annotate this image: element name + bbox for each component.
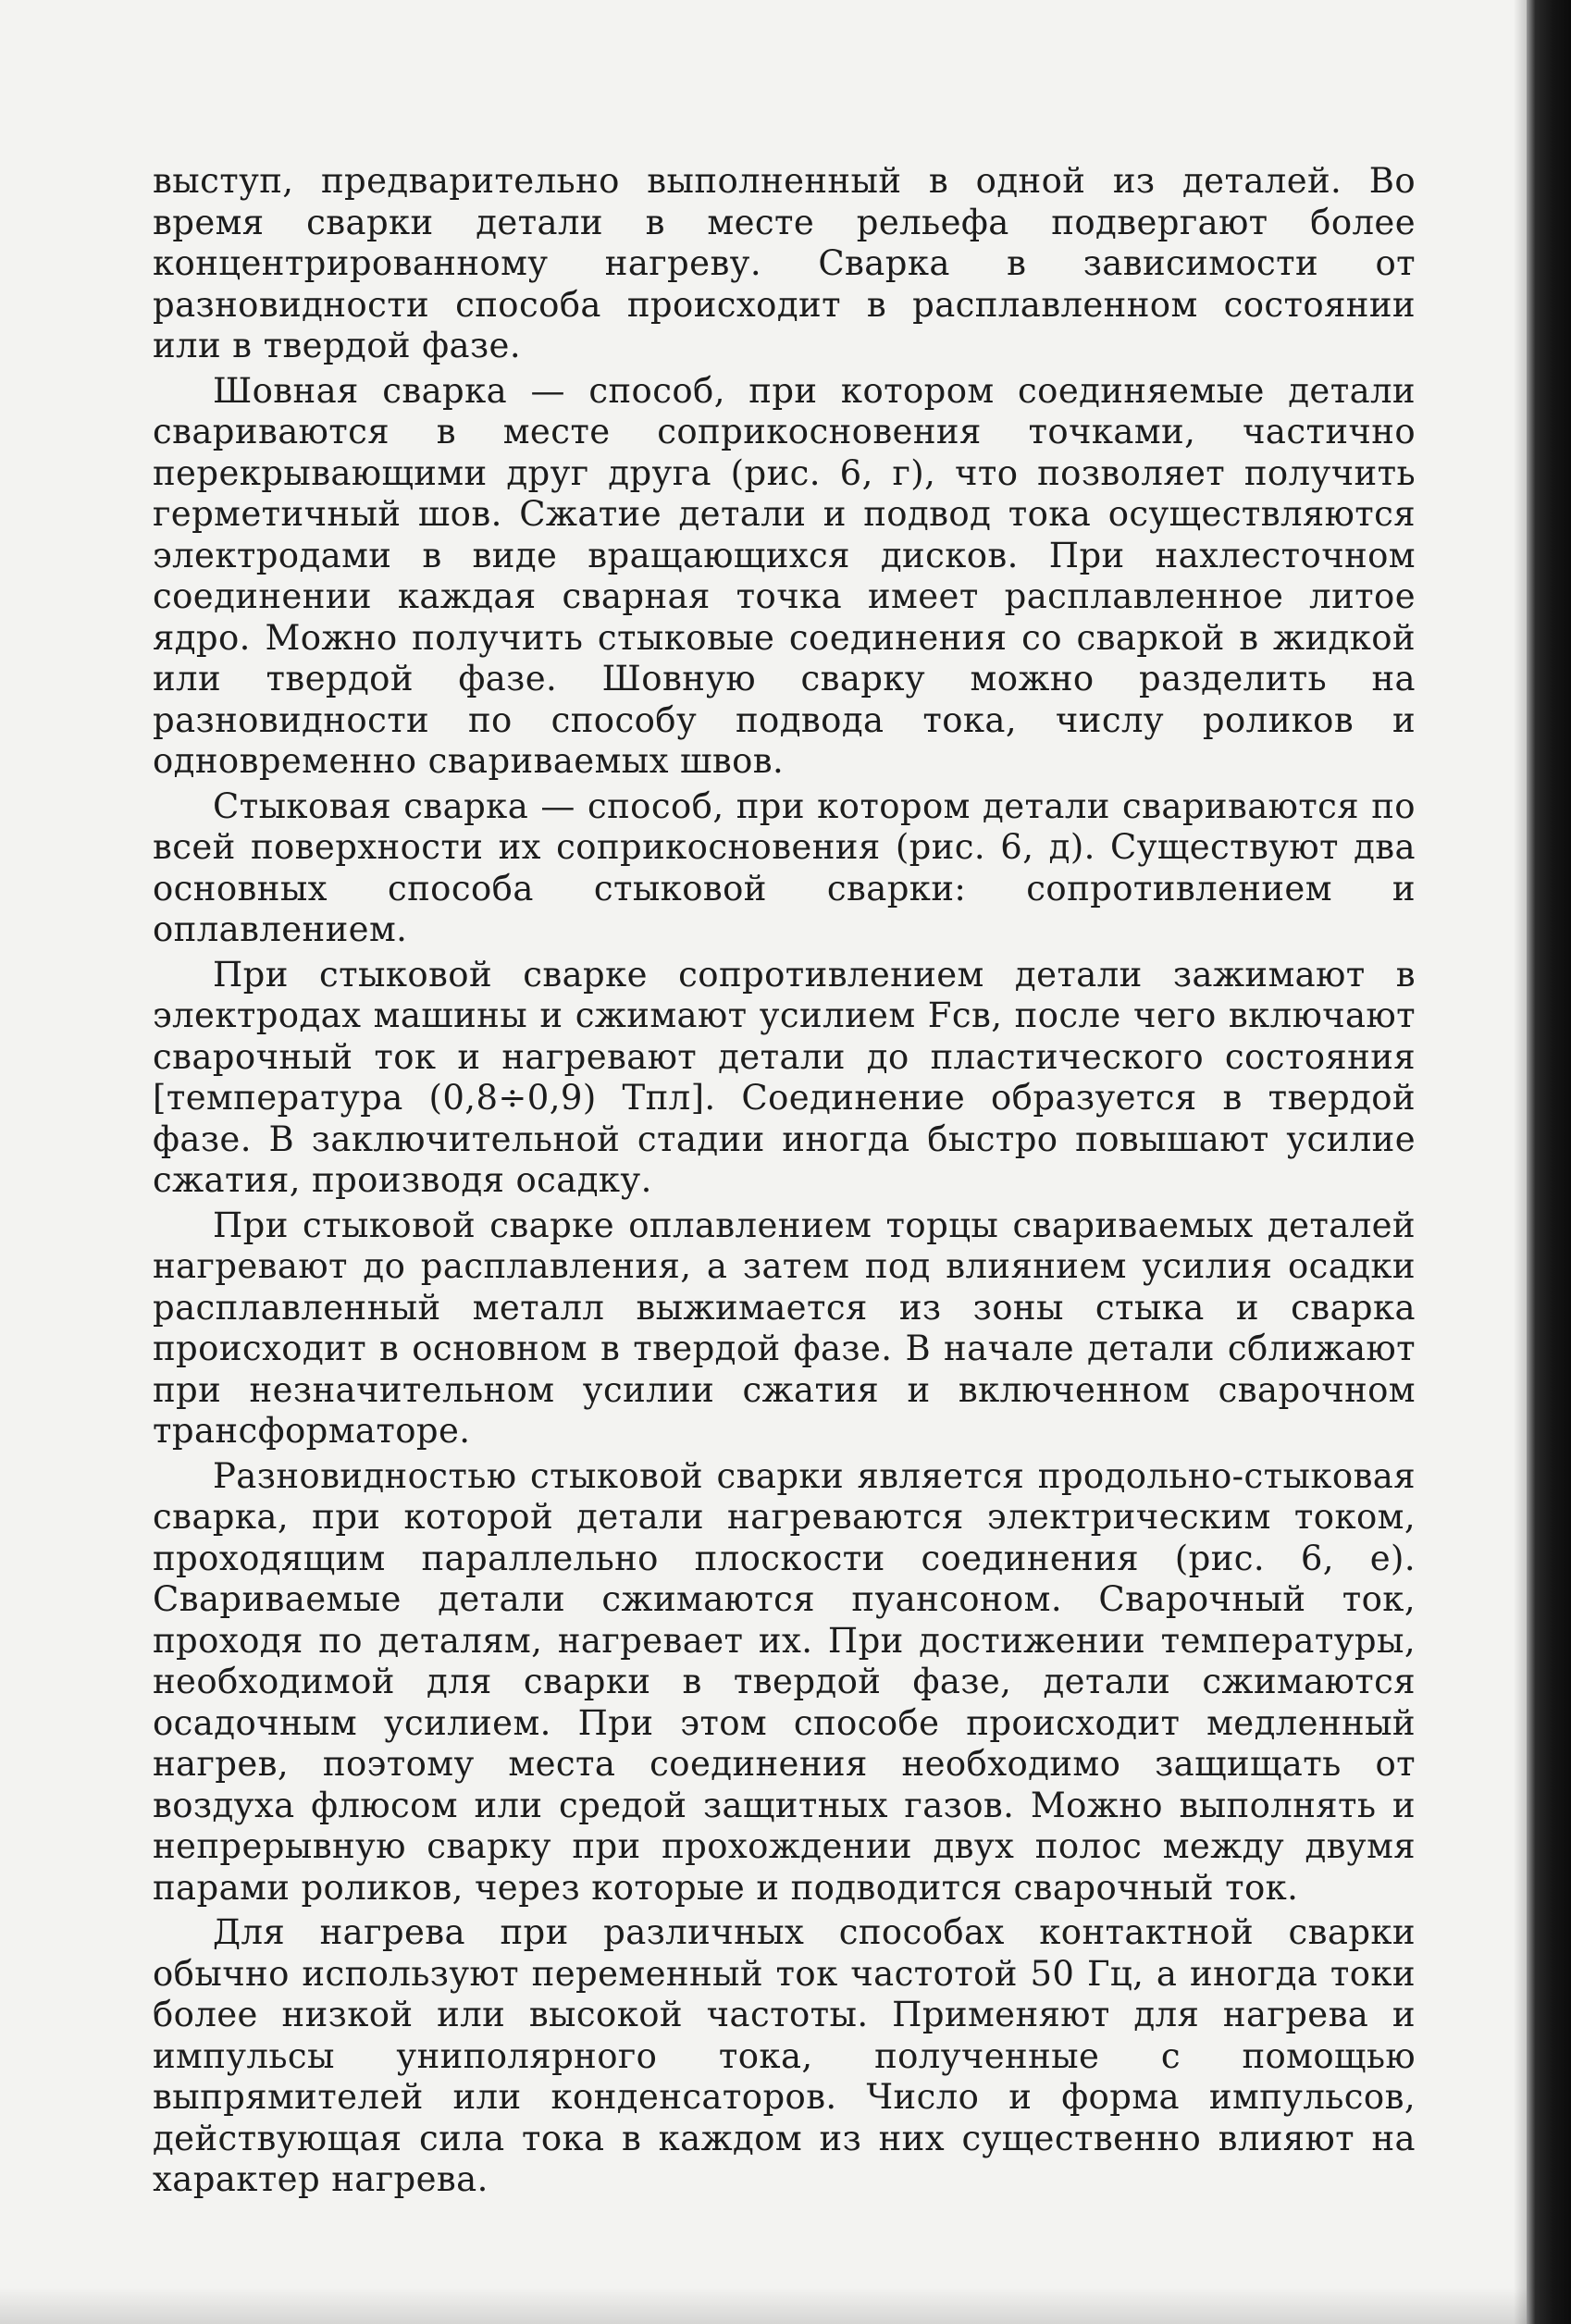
paragraph-continuation: выступ, предварительно выполненный в одной из деталей. Во время сварки детали в месте рельефа подвергают более концентрированному нагреву. Сварка в зависимости от разновидности способа происходит в расплавленном состоянии или в твердой фазе.	[153, 161, 1416, 365]
paragraph-longitudinal-butt-welding: Разновидностью стыковой сварки является продольно-стыковая сварка, при которой детали нагреваются электрическим током, проходящим параллельно плоскости соединения (рис. 6, е). Свариваемые детали сжимаются пуансоном. Сварочный ток, проходя по деталям, нагревает их. При достижении температуры, необходимой для сварки в твердой фазе, детали сжимаются осадочным усилием. При этом способе происходит медленный нагрев, поэтому места соединения необходимо защищать от воздуха флюсом или средой защитных газов. Можно выполнять и непрерывную сварку при прохождении двух полос между двумя парами роликов, через которые и подводится сварочный ток.	[153, 1455, 1416, 1908]
body-text	[153, 161, 1416, 2203]
paragraph-seam-welding: Шовная сварка — способ, при котором соединяемые детали свариваются в месте соприкосновения точками, частично перекрывающими друг друга (рис. 6, г), что позволяет получить герметичный шов. Сжатие детали и подвод тока осуществляются электродами в виде вращающихся дисков. При нахлесточном соединении каждая сварная точка имеет расплавленное литое ядро. Можно получить стыковые соединения со сваркой в жидкой или твердой фазе. Шовную сварку можно разделить на разновидности по способу подвода тока, числу роликов и одновременно свариваемых швов.	[153, 370, 1416, 781]
paragraph-butt-welding: Стыковая сварка — способ, при котором детали свариваются по всей поверхности их соприкосновения (рис. 6, д). Существуют два основных способа стыковой сварки: сопротивлением и оплавлением.	[153, 785, 1416, 949]
paragraph-resistance-butt-welding: При стыковой сварке сопротивлением детали зажимают в электродах машины и сжимают усилием Fсв, после чего включают сварочный ток и нагревают детали до пластического состояния [температура (0,8÷0,9) Tпл]. Соединение образуется в твердой фазе. В заключительной стадии иногда быстро повышают усилие сжатия, производя осадку.	[153, 954, 1416, 1200]
bottom-edge-shadow	[0, 2287, 1527, 2324]
book-spine-shadow	[1527, 0, 1571, 2324]
page-edge-gradient	[1514, 0, 1527, 2324]
paragraph-heating-current: Для нагрева при различных способах контактной сварки обычно используют переменный ток частотой 50 Гц, а иногда токи более низкой или высокой частоты. Применяют для нагрева и импульсы униполярного тока, полученные с помощью выпрямителей или конденсаторов. Число и форма импульсов, действующая сила тока в каждом из них существенно влияют на характер нагрева.	[153, 1912, 1416, 2199]
paragraph-flash-butt-welding: При стыковой сварке оплавлением торцы свариваемых деталей нагревают до расплавления, а затем под влиянием усилия осадки расплавленный металл выжимается из зоны стыка и сварка происходит в основном в твердой фазе. В начале детали сближают при незначительном усилии сжатия и включенном сварочном трансформаторе.	[153, 1205, 1416, 1451]
